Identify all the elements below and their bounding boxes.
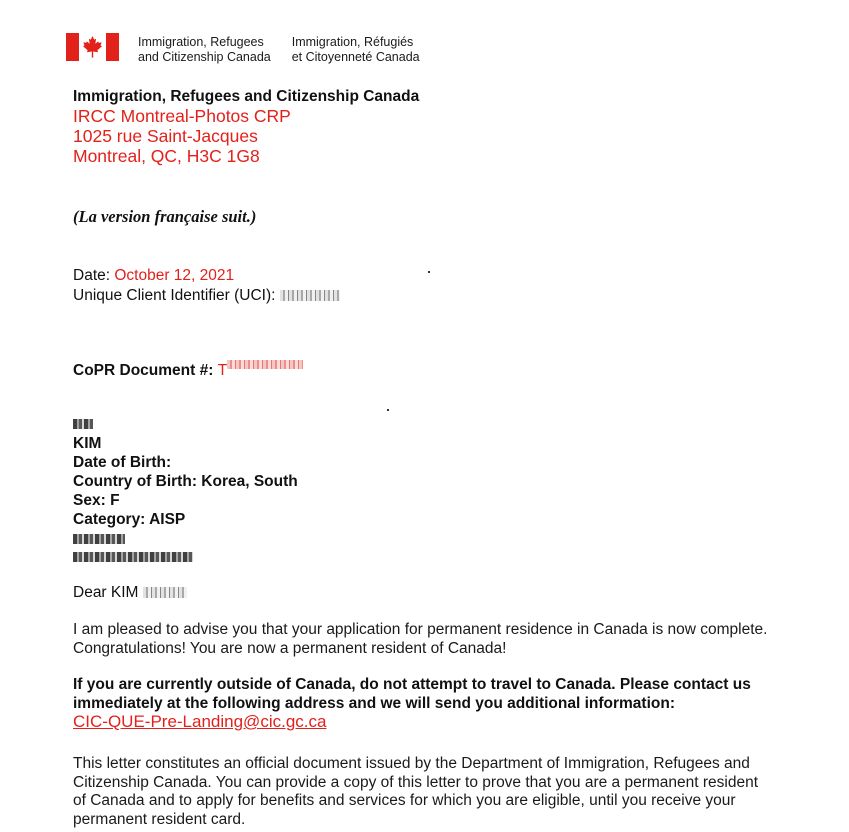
paragraph-travel-warning (73, 676, 773, 733)
dept-en-line1: Immigration, Refugees (138, 35, 264, 49)
department-name-french (292, 35, 420, 64)
canada-flag-icon (66, 33, 119, 61)
country-label: Country of Birth: (73, 473, 202, 490)
sex-label: Sex: (73, 492, 111, 509)
category-line (73, 510, 185, 529)
copr-label: CoPR Document #: (73, 362, 218, 379)
address-office: IRCC Montreal-Photos CRP (73, 106, 291, 126)
pre-landing-email-link[interactable]: CIC-QUE-Pre-Landing@cic.gc.ca (73, 712, 327, 731)
salutation: Dear KIM (73, 584, 139, 601)
dept-fr-line1: Immigration, Réfugiés (291, 35, 414, 49)
scan-speck (387, 409, 389, 411)
address-redacted-line-2 (73, 547, 193, 566)
sex-line (73, 491, 120, 510)
address-organization: Immigration, Refugees and Citizenship Canada (73, 88, 420, 105)
travel-warning-text: If you are currently outside of Canada, do not attempt to travel to Canada. Please contact us immediately at the following address and we will send you additional information: (73, 676, 751, 712)
address-city: Montreal, QC, H3C 1G8 (73, 146, 260, 166)
dept-en-line2: and Citizenship Canada (138, 49, 271, 64)
uci-redacted (280, 290, 340, 301)
given-name-redacted (73, 419, 93, 429)
copr-prefix: T (217, 362, 228, 379)
surname: KIM (73, 435, 102, 452)
date-value: October 12, 2021 (114, 267, 235, 284)
address-redacted-line-1 (73, 529, 125, 548)
address-street: 1025 rue Saint-Jacques (73, 126, 258, 146)
date-line (73, 266, 234, 285)
paragraph-official-document: This letter constitutes an official document issued by the Department of Immigration, Refugees and Citizenship Canada. You can provide a copy of this letter to prove that you are a permanent resident of Canada and to apply for benefits and services for which you are eligible, until you receive your permanent resident card. (73, 755, 759, 828)
address-redacted-2 (73, 552, 193, 562)
uci-line (73, 286, 340, 305)
paragraph-completion: I am pleased to advise you that your application for permanent residence in Canada is now complete. Congratulations! You are now a permanent resident of Canada! (73, 621, 768, 657)
government-header (66, 33, 420, 69)
given-name-redacted-line (73, 414, 93, 433)
dob-label: Date of Birth: (73, 454, 172, 471)
date-label: Date: (73, 267, 115, 284)
category-value: AISP (149, 511, 186, 528)
copr-line (73, 360, 303, 380)
office-address (73, 87, 419, 166)
scan-speck (428, 271, 430, 273)
country-of-birth-line (73, 472, 298, 491)
french-version-note: (La version française suit.) (73, 207, 257, 226)
dept-fr-line2: et Citoyenneté Canada (291, 49, 420, 64)
address-redacted-1 (73, 534, 125, 544)
copr-number-redacted (227, 360, 303, 369)
department-name-english (138, 35, 271, 64)
salutation-redacted (143, 587, 187, 598)
country-value: Korea, South (201, 473, 298, 490)
uci-label: Unique Client Identifier (UCI): (73, 287, 280, 304)
salutation-line (73, 583, 187, 602)
category-label: Category: (73, 511, 150, 528)
sex-value: F (110, 492, 120, 509)
